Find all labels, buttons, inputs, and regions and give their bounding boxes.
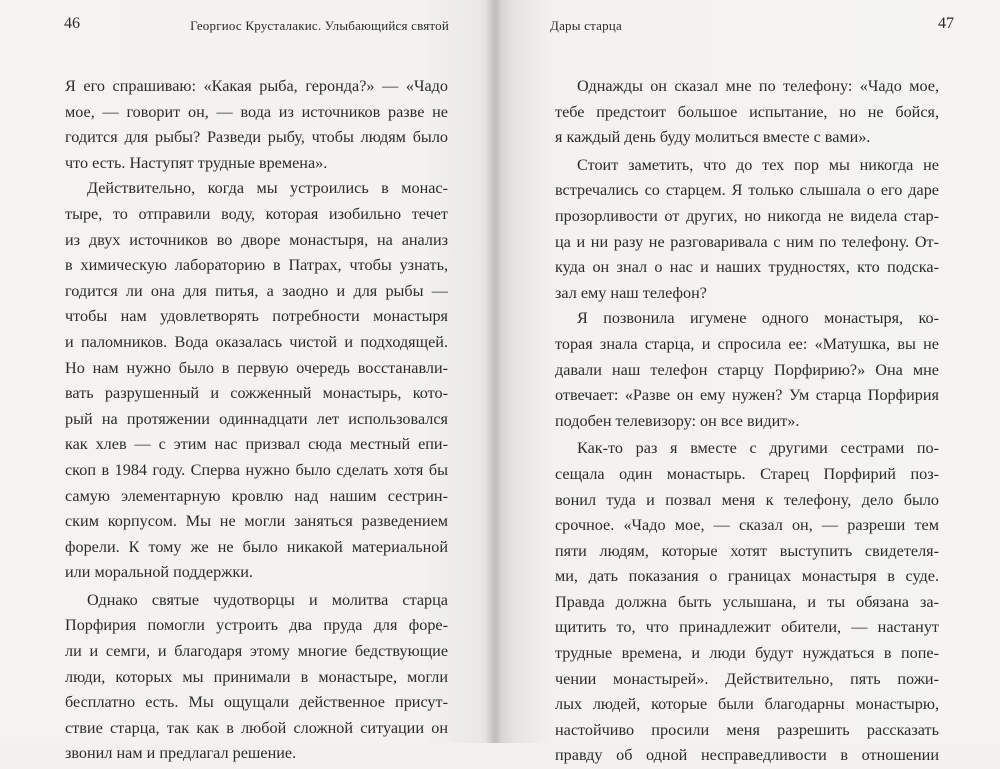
text-line: Однажды он сказал мне по телефону: «Чадо мое, bbox=[577, 77, 939, 95]
text-line: пяти людям, которые хотят выступить свидетеля- bbox=[555, 541, 939, 560]
text-line: Стоит заметить, что до тех пор мы никогда не bbox=[577, 155, 939, 174]
text-line: ским корпусом. Мы не могли заняться разведением bbox=[65, 512, 448, 531]
text-line: тебе предстоит большое испытание, но не бойся, bbox=[555, 102, 939, 121]
right-running-head: Дары старца bbox=[550, 18, 622, 33]
text-line: зал ему наш телефон? bbox=[555, 283, 707, 302]
text-line: самую элементарную кровлю над нашим сестрин- bbox=[65, 486, 448, 505]
text-line: щитить то, что принадлежит обители, — настанут bbox=[555, 618, 939, 637]
text-line: срочное. «Чадо мое, — сказал он, — разреши тем bbox=[555, 516, 939, 535]
text-line: ми, дать показания о границах монастыря в суде. bbox=[555, 567, 939, 586]
text-line: Но нам нужно было в первую очередь восстанавли- bbox=[65, 358, 448, 377]
text-line: ца и ни разу не разговаривала с ним по телефону. От- bbox=[555, 232, 939, 251]
text-line: Порфирия помогли устроить два пруда для форе- bbox=[65, 616, 448, 635]
text-line: лых людей, которые были благодарны монастырю, bbox=[555, 695, 939, 714]
left-page-number: 46 bbox=[64, 15, 80, 32]
text-line: форели. К тому же не было никакой материальной bbox=[65, 537, 448, 556]
text-line: сещала один монастырь. Старец Порфирий поз- bbox=[555, 464, 939, 483]
text-line: что есть. Наступят трудные времена». bbox=[65, 153, 328, 172]
text-line: из двух источников во дворе монастыря, на анализ bbox=[65, 230, 448, 249]
text-line: давали наш телефон старцу Порфирию?» Она мне bbox=[555, 360, 939, 379]
text-line: тыре, то отправили воду, которая изобильно течет bbox=[65, 204, 448, 223]
text-line: в химическую лабораторию в Патрах, чтобы узнать, bbox=[65, 256, 448, 275]
text-line: правду об одной несправедливости в отношении bbox=[555, 746, 939, 765]
text-line: Я его спрашиваю: «Какая рыба, геронда?» — «Чадо bbox=[65, 77, 448, 95]
text-line: трудные времена, и люди будут нуждаться в попе- bbox=[555, 644, 939, 663]
left-page bbox=[0, 0, 495, 763]
left-running-head: Георгиос Крусталакис. Улыбающийся святой bbox=[190, 18, 449, 33]
text-line: скоп в 1984 году. Сперва нужно было сделать хотя бы bbox=[65, 460, 448, 479]
text-line: встречались со старцем. Я только слышала о его даре bbox=[555, 181, 939, 200]
text-line: чении монастырей». Действительно, пять пожи- bbox=[555, 669, 939, 688]
text-line: как хлев — с этим нас призвал сюда местный епи- bbox=[65, 435, 448, 454]
left-page-body bbox=[65, 74, 448, 767]
right-page-body bbox=[555, 74, 939, 769]
text-line: отвечает: «Разве он ему нужен? Ум старца Порфирия bbox=[555, 386, 939, 405]
text-line: Как-то раз я вместе с другими сестрами по- bbox=[577, 439, 939, 458]
text-line: Действительно, когда мы устроились в монас- bbox=[87, 179, 448, 198]
text-line: и паломников. Вода оказалась чистой и подходящей. bbox=[65, 332, 448, 351]
text-line: люди, которых мы принимали в монастыре, могли bbox=[65, 667, 448, 686]
text-line: годится для рыбы? Разведи рыбу, чтобы людям было bbox=[65, 128, 448, 147]
text-line: звонил нам и предлагал решение. bbox=[65, 744, 297, 763]
text-line: куда он знал о нас и наших трудностях, кто подска- bbox=[555, 258, 939, 277]
text-line: прозорливости от других, но никогда не видела стар- bbox=[555, 206, 939, 225]
right-page-number: 47 bbox=[938, 15, 954, 32]
text-line: вать разрушенный и сожженный монастырь, кото- bbox=[65, 384, 448, 403]
text-line: я каждый день буду молиться вместе с вами». bbox=[555, 128, 871, 147]
text-line: Однако святые чудотворцы и молитва старца bbox=[87, 590, 448, 609]
text-line: годится ли она для питья, а заодно и для рыбы — bbox=[65, 281, 448, 300]
text-line: бесплатно есть. Мы ощущали действенное присут- bbox=[65, 693, 448, 712]
text-line: рый на протяжении одиннадцати лет использовался bbox=[65, 409, 448, 428]
text-line: подобен телевизору: он все видит». bbox=[555, 411, 800, 430]
text-line: Я позвонила игумене одного монастыря, ко- bbox=[577, 309, 939, 328]
text-line: чтобы нам удовлетворять потребности монастыря bbox=[65, 307, 448, 326]
right-page bbox=[495, 0, 1000, 765]
text-line: торая знала старца, и спросила ее: «Матушка, вы не bbox=[555, 334, 939, 353]
text-line: или моральной поддержки. bbox=[65, 563, 253, 582]
text-line: ствие старца, так как в любой сложной ситуации он bbox=[65, 718, 448, 737]
text-line: мое, — говорит он, — вода из источников разве не bbox=[65, 102, 448, 121]
book-gutter-shadow bbox=[486, 0, 502, 743]
text-line: настойчиво просили меня разрешить рассказать bbox=[555, 720, 939, 739]
text-line: Правда должна быть услышана, и ты обязана за- bbox=[555, 592, 939, 611]
text-line: ли и семги, и благодаря этому многие бедствующие bbox=[65, 642, 448, 661]
text-line: вонил туда и позвал меня к телефону, дело было bbox=[555, 490, 939, 509]
